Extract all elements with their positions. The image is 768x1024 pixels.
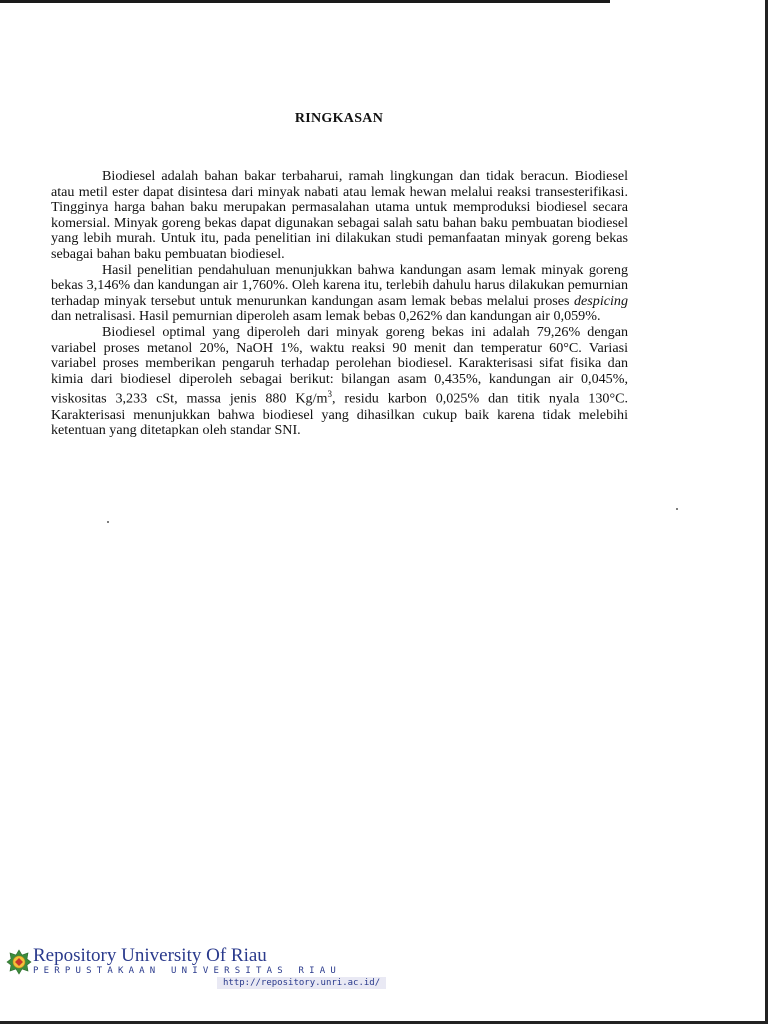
scan-top-border	[0, 0, 610, 3]
library-subtitle: PERPUSTAKAAN UNIVERSITAS RIAU	[33, 966, 341, 976]
paragraph-3	[51, 325, 628, 439]
paragraph-2-italic-term: despicing	[573, 292, 628, 309]
paragraph-2	[51, 263, 628, 325]
repository-footer	[6, 941, 406, 991]
scan-speck	[107, 521, 109, 523]
scan-speck	[676, 508, 678, 510]
page-title: RINGKASAN	[294, 111, 384, 126]
paragraph-3-text-b: , residu karbon 0,025% dan titik nyala 130°C. Karakterisasi menunjukkan bahwa biodiesel yang dihasilkan cukup baik karena tidak melebihi ketentuan yang ditetapkan oleh standar SNI.	[51, 391, 628, 439]
paragraph-2-text-a: Hasil penelitian pendahuluan menunjukkan bahwa kandungan asam lemak minyak goreng bekas 3,146% dan kandungan air 1,760%. Oleh karena itu, terlebih dahulu harus dilakukan pemurnian terhadap minyak tersebut untuk menurunkan kandungan asam lemak bebas melalui proses	[51, 261, 628, 309]
repository-name: Repository University Of Riau	[33, 945, 267, 966]
repository-url[interactable]: http://repository.unri.ac.id/	[217, 977, 386, 989]
paragraph-3-text-a: Biodiesel optimal yang diperoleh dari minyak goreng bekas ini adalah 79,26% dengan variabel proses metanol 20%, NaOH 1%, waktu reaksi 90 menit dan temperatur 60°C. Variasi variabel proses memberikan pengaruh terhadap perolehan biodiesel. Karakterisasi sifat fisika dan kimia dari biodiesel diperoleh sebagai berikut: bilangan asam 0,435%, kandungan air 0,045%, viskositas 3,233 cSt, massa jenis 880 Kg/m	[51, 323, 628, 407]
university-seal-icon	[6, 949, 32, 975]
paragraph-3-superscript: 3	[327, 389, 332, 400]
summary-body	[51, 169, 628, 439]
paragraph-2-text-b: dan netralisasi. Hasil pemurnian diperoleh asam lemak bebas 0,262% dan kandungan air 0,059%.	[51, 308, 601, 325]
paragraph-1: Biodiesel adalah bahan bakar terbaharui, ramah lingkungan dan tidak beracun. Biodiesel atau metil ester dapat disintesa dari minyak nabati atau lemak hewan melalui reaksi transesterifikasi. Tingginya harga bahan baku merupakan permasalahan utama untuk memproduksi biodiesel secara komersial. Minyak goreng bekas dapat digunakan sebagai salah satu bahan baku pembuatan biodiesel yang lebih murah. Untuk itu, pada penelitian ini dilakukan studi pemanfaatan minyak goreng bekas sebagai bahan baku pembuatan biodiesel.	[51, 168, 628, 262]
